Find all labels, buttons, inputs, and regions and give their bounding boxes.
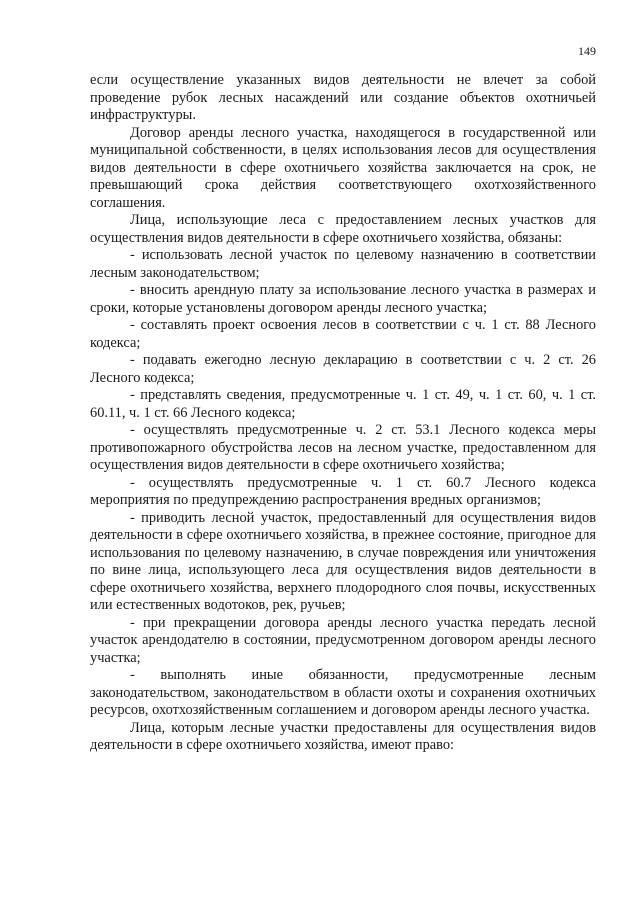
list-item: - осуществлять предусмотренные ч. 2 ст. 53.1 Лесного кодекса меры противопожарного обустройства лесов на лесном участке, предоставленном для осуществления видов деятельности в сфере охотничьего хозяйства;: [90, 422, 596, 473]
paragraph: Договор аренды лесного участка, находящегося в государственной или муниципальной собственности, в целях использования лесов для осуществления видов деятельности в сфере охотничьего хозяйства заключается на срок, не превышающий срока действия соответствующего охотхозяйственного соглашения.: [90, 124, 596, 211]
paragraph: если осуществление указанных видов деятельности не влечет за собой проведение рубок лесных насаждений или создание объектов охотничьей инфраструктуры.: [90, 72, 596, 123]
paragraph: Лица, которым лесные участки предоставлены для осуществления видов деятельности в сфере охотничьего хозяйства, имеют право:: [90, 719, 596, 753]
body-text: [90, 72, 596, 755]
list-item: - приводить лесной участок, предоставленный для осуществления видов деятельности в сфере охотничьего хозяйства, в прежнее состояние, пригодное для использования по целевому назначению, в случае повреждения или уничтожения по вине лица, использующего леса для осуществления видов деятельности в сфере охотничьего хозяйства, верхнего плодородного слоя почвы, искусственных или естественных водотоков, рек, ручьев;: [90, 509, 596, 613]
list-item: - использовать лесной участок по целевому назначению в соответствии лесным законодательством;: [90, 247, 596, 281]
list-item: - осуществлять предусмотренные ч. 1 ст. 60.7 Лесного кодекса мероприятия по предупреждению распространения вредных организмов;: [90, 474, 596, 508]
list-item: - представлять сведения, предусмотренные ч. 1 ст. 49, ч. 1 ст. 60, ч. 1 ст. 60.11, ч. 1 ст. 66 Лесного кодекса;: [90, 387, 596, 421]
list-item: - составлять проект освоения лесов в соответствии с ч. 1 ст. 88 Лесного кодекса;: [90, 317, 596, 351]
list-item: - выполнять иные обязанности, предусмотренные лесным законодательством, законодательством в области охоты и сохранения охотничьих ресурсов, охотхозяйственным соглашением и договором аренды лесного участка.: [90, 667, 596, 718]
list-item: - при прекращении договора аренды лесного участка передать лесной участок арендодателю в состоянии, предусмотренном договором аренды лесного участка;: [90, 614, 596, 666]
page-number: 149: [578, 44, 596, 58]
list-item: - вносить арендную плату за использование лесного участка в размерах и сроки, которые установлены договором аренды лесного участка;: [90, 282, 596, 316]
list-item: - подавать ежегодно лесную декларацию в соответствии с ч. 2 ст. 26 Лесного кодекса;: [90, 352, 596, 386]
paragraph: Лица, использующие леса с предоставлением лесных участков для осуществления видов деятельности в сфере охотничьего хозяйства, обязаны:: [90, 212, 596, 246]
